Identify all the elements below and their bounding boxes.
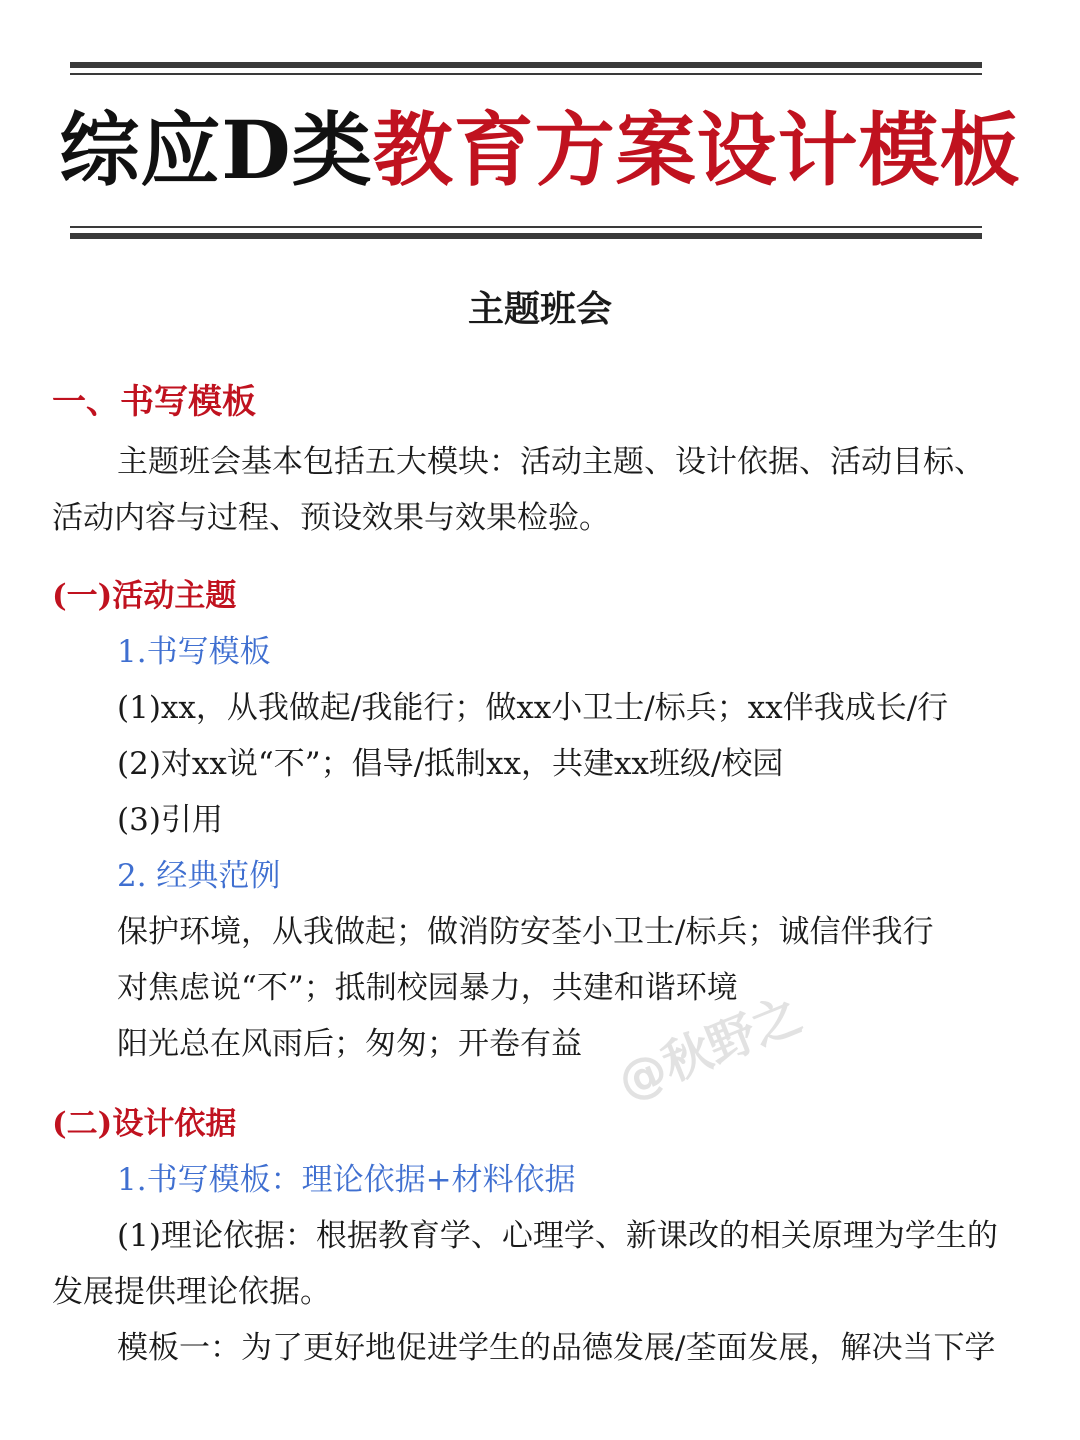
intro-line-2: 活动内容与过程、预设效果与效果检验。 bbox=[52, 500, 610, 536]
section-heading: 一、书写模板 bbox=[52, 382, 256, 422]
theory-line-1: (1)理论依据：根据教育学、心理学、新课改的相关原理为学生的 bbox=[117, 1218, 998, 1254]
part1-heading: (一)活动主题 bbox=[52, 578, 237, 614]
part1-sub1: 1.书写模板 bbox=[117, 634, 271, 670]
part2-heading: (二)设计依据 bbox=[52, 1106, 237, 1142]
theory-line-2: 发展提供理论依据。 bbox=[52, 1274, 331, 1310]
example-2: 对焦虑说“不”；抵制校园暴力，共建和谐环境 bbox=[117, 970, 738, 1006]
title-red-part: 教育方案设计模板 bbox=[372, 103, 1021, 197]
template-item-2: (2)对xx说“不”；倡导/抵制xx，共建xx班级/校园 bbox=[117, 746, 784, 782]
watermark: @秋野之 bbox=[610, 986, 810, 1111]
intro-line-1: 主题班会基本包括五大模块：活动主题、设计依据、活动目标、 bbox=[117, 444, 985, 480]
part2-sub1: 1.书写模板：理论依据+材料依据 bbox=[117, 1162, 576, 1198]
template-one-line: 模板一：为了更好地促进学生的品德发展/荃面发展，解决当下学 bbox=[117, 1330, 996, 1366]
page-title bbox=[0, 102, 1080, 198]
title-black-part: 综应D类 bbox=[59, 103, 373, 197]
top-rule bbox=[70, 62, 982, 75]
example-3: 阳光总在风雨后；匆匆；开卷有益 bbox=[117, 1026, 582, 1062]
subtitle: 主题班会 bbox=[467, 288, 612, 330]
template-item-1: (1)xx，从我做起/我能行；做xx小卫士/标兵；xx伴我成长/行 bbox=[117, 690, 949, 726]
example-1: 保护环境，从我做起；做消防安荃小卫士/标兵；诚信伴我行 bbox=[117, 914, 934, 950]
bottom-rule bbox=[70, 226, 982, 239]
template-item-3: (3)引用 bbox=[117, 802, 223, 838]
part1-sub2: 2. 经典范例 bbox=[117, 858, 281, 894]
